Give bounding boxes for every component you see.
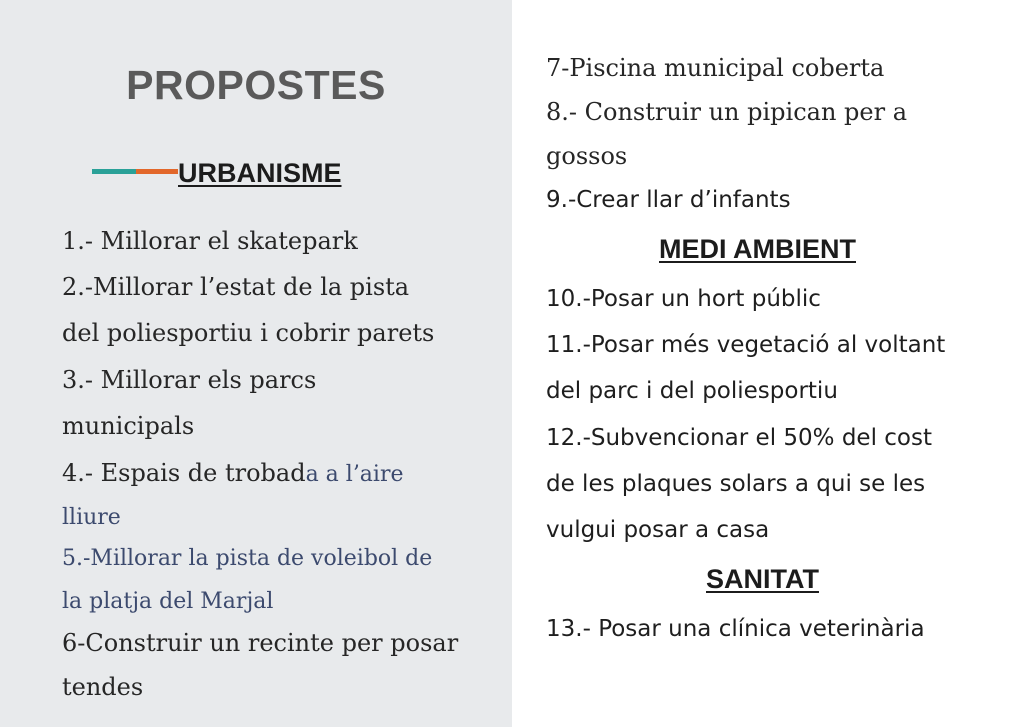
proposal-item-3-line-1: 3.- Millorar els parcs — [62, 366, 317, 394]
proposal-item-11-line-1: 11.-Posar més vegetació al voltant — [546, 332, 946, 358]
proposal-item-6-line-2: tendes — [62, 673, 144, 701]
proposal-item-4-part-2: a a l’aire — [305, 462, 404, 487]
proposal-item-2-line-1: 2.-Millorar l’estat de la pista — [62, 273, 410, 301]
proposal-item-4-line-2: lliure — [62, 505, 121, 530]
proposal-item-10: 10.-Posar un hort públic — [546, 286, 821, 312]
section-heading-urbanisme: URBANISME — [178, 158, 342, 188]
proposal-item-8-line-2: gossos — [546, 142, 628, 170]
proposal-item-1: 1.- Millorar el skatepark — [62, 227, 358, 255]
proposal-item-6-line-1: 6-Construir un recinte per posar — [62, 629, 459, 657]
section-heading-sanitat: SANITAT — [706, 564, 819, 594]
proposal-item-12-line-3: vulgui posar a casa — [546, 517, 770, 543]
section-heading-medi-ambient: MEDI AMBIENT — [659, 234, 856, 264]
proposal-item-11-line-2: del parc i del poliesportiu — [546, 378, 838, 404]
right-panel — [512, 0, 1024, 727]
page-title: PROPOSTES — [126, 62, 386, 108]
proposal-item-5-line-1: 5.-Millorar la pista de voleibol de — [62, 546, 433, 571]
proposal-item-8-line-1: 8.- Construir un pipican per a — [546, 98, 908, 126]
accent-bar-teal — [92, 169, 136, 174]
proposal-item-4-line-1 — [62, 459, 404, 487]
proposal-item-12-line-2: de les plaques solars a qui se les — [546, 471, 926, 497]
accent-bar-orange — [136, 169, 178, 174]
proposal-item-3-line-2: municipals — [62, 412, 195, 440]
proposal-item-12-line-1: 12.-Subvencionar el 50% del cost — [546, 425, 932, 451]
proposal-item-4-part-1: 4.- Espais de trobad — [62, 459, 306, 487]
proposal-item-5-line-2: la platja del Marjal — [62, 589, 274, 614]
proposal-item-13: 13.- Posar una clínica veterinària — [546, 616, 925, 642]
proposal-item-2-line-2: del poliesportiu i cobrir parets — [62, 319, 435, 347]
proposal-item-7: 7-Piscina municipal coberta — [546, 54, 885, 82]
proposal-item-9: 9.-Crear llar d’infants — [546, 187, 791, 213]
